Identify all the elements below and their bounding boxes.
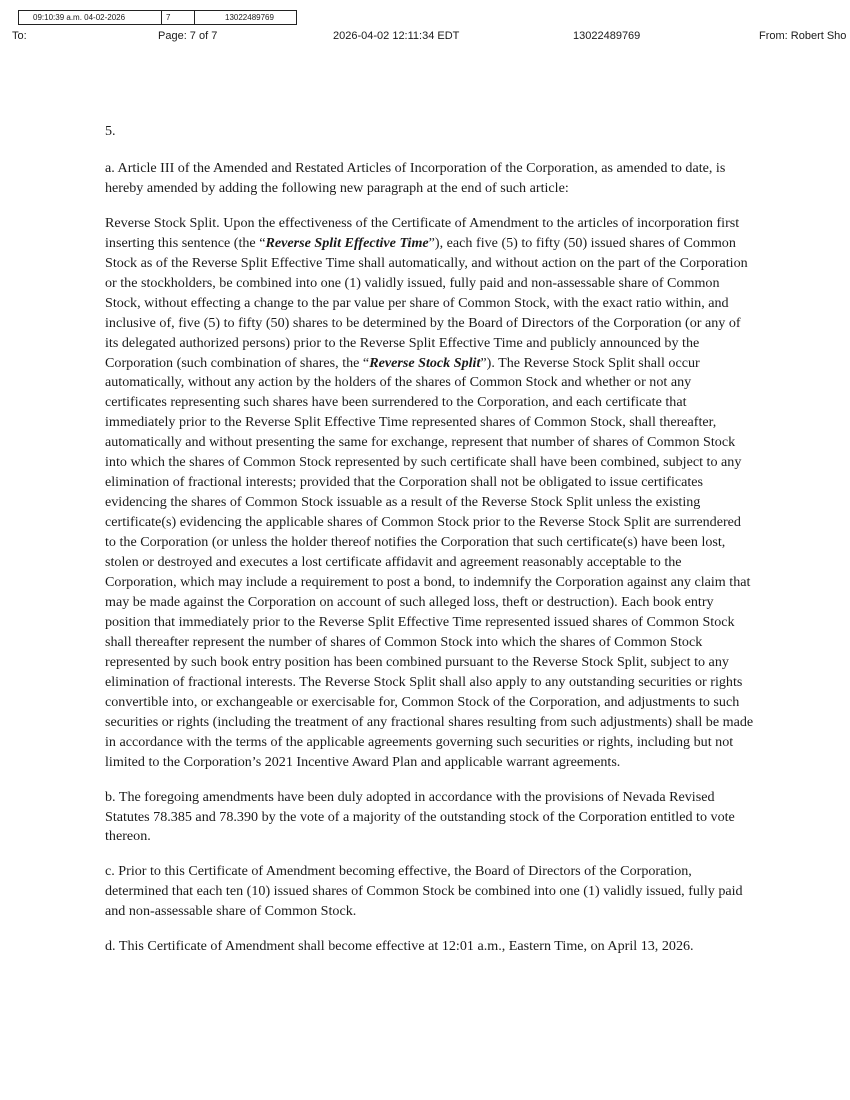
fax-to: To:: [12, 30, 27, 42]
fax-page-count: Page: 7 of 7: [158, 30, 218, 42]
paragraph-c: c. Prior to this Certificate of Amendment becoming effective, the Board of Directors of the Corporation, determined that each ten (10) issued shares of Common Stock be combined into one (1) validly issued, fully paid and non-assessable share of Common Stock.: [105, 863, 743, 920]
fax-stamp-box: [18, 10, 297, 25]
split-text-3: ”). The Reverse Stock Split shall occur automatically, without any action by the holders of the shares of Common Stock and whether or not any certificates representing such shares have been surrendered to the Corporation, and each certificate that immediately prior to the Reverse Split Effective Time represented shares of Common Stock, shall thereafter, automatically and without presenting the same for exchange, represent that number of shares of Common Stock into which the shares of Common Stock represented by such certificate shall have been combined, subject to any elimination of fractional interests; provided that the Corporation shall not be obligated to issue certificates evidencing the shares of Common Stock issuable as a result of the Reverse Stock Split unless the existing certificate(s) evidencing the applicable shares of Common Stock prior to the Reverse Stock Split are surrendered to the Corporation (or unless the holder thereof notifies the Corporation that such certificate(s) have been lost, stolen or destroyed and executes a lost certificate affidavit and agreement reasonably acceptable to the Corporation, which may include a requirement to post a bond, to indemnify the Corporation against any claim that may be made against the Corporation on account of such alleged loss, theft or destruction). Each book entry position that immediately prior to the Reverse Split Effective Time represented issued shares of Common Stock shall thereafter represent the number of shares of Common Stock into which the shares of Common Stock represented by such book entry position has been combined pursuant to the Reverse Stock Split, subject to any elimination of fractional interests. The Reverse Stock Split shall also apply to any outstanding securities or rights convertible into, or exchangeable or exercisable for, Common Stock of the Corporation, and adjustments to such securities or rights (including the treatment of any fractional shares resulting from such adjustments) shall be made in accordance with the terms of the applicable agreements governing such securities or rights, including but not limited to the Corporation’s 2021 Incentive Award Plan and applicable warrant agreements.: [105, 354, 754, 770]
section-number: 5.: [105, 123, 116, 139]
fax-datetime: 2026-04-02 12:11:34 EDT: [333, 30, 460, 42]
fax-number: 13022489769: [573, 30, 641, 42]
paragraph-a: a. Article III of the Amended and Restated Articles of Incorporation of the Corporation, as amended to date, is hereby amended by adding the following new paragraph at the end of such article:: [105, 159, 726, 196]
document-body: [105, 122, 755, 972]
fax-stamp-time: 09:10:39 a.m. 04-02-2026: [19, 11, 162, 24]
split-text-2: ”), each five (5) to fifty (50) issued shares of Common Stock as of the Reverse Split Effective Time shall automatically, and without action on the part of the Corporation or the stockholders, be combined into one (1) validly issued, fully paid and non-assessable share of Common Stock, without effecting a change to the par value per share of Common Stock, with the exact ratio within, and inclusive of, five (5) to fifty (50) shares to be determined by the Board of Directors of the Corporation (or any of its delegated authorized persons) prior to the Reverse Split Effective Time and publicly announced by the Corporation (such combination of shares, the “: [105, 234, 748, 371]
fax-header: [0, 29, 850, 43]
fax-stamp-page: 7: [162, 11, 195, 24]
fax-from: From: Robert Sho: [759, 30, 847, 42]
paragraph-reverse-stock-split: [105, 214, 755, 773]
defined-term-effective-time: Reverse Split Effective Time: [265, 234, 429, 251]
split-text-1: Reverse Stock Split. Upon the effectiveness of the Certificate of Amendment to the articles of incorporation first inserting this sentence (the “: [105, 214, 740, 251]
fax-stamp-number: 13022489769: [225, 13, 274, 22]
paragraph-d: d. This Certificate of Amendment shall become effective at 12:01 a.m., Eastern Time, on April 13, 2026.: [105, 938, 694, 955]
defined-term-reverse-stock-split: Reverse Stock Split: [369, 354, 481, 371]
paragraph-b: b. The foregoing amendments have been duly adopted in accordance with the provisions of Nevada Revised Statutes 78.385 and 78.390 by the vote of a majority of the outstanding stock of the Corporation entitled to vote thereon.: [105, 788, 735, 845]
